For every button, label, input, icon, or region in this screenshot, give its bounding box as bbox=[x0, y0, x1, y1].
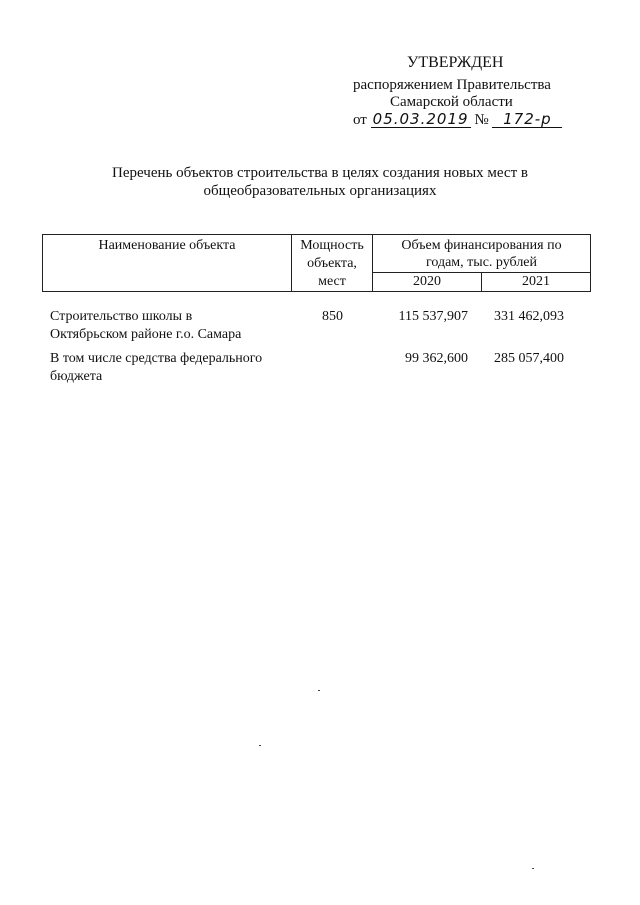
approval-line-2: Самарской области bbox=[390, 94, 513, 110]
header-year-2021: 2021 bbox=[482, 272, 591, 291]
number-prefix: № bbox=[474, 112, 489, 128]
table-header bbox=[42, 234, 591, 292]
row-name-line-2: бюджета bbox=[50, 369, 103, 384]
row-capacity: 850 bbox=[322, 309, 343, 324]
header-year-2020: 2020 bbox=[373, 272, 482, 291]
header-name bbox=[43, 235, 292, 292]
header-financing-line-2: годам, тыс. рублей bbox=[425, 255, 538, 270]
header-financing-line-1: Объем финансирования по bbox=[401, 238, 562, 253]
row-name-line-1: В том числе средства федерального bbox=[50, 351, 263, 366]
approval-date-number bbox=[353, 111, 562, 129]
approval-title: УТВЕРЖДЕН bbox=[407, 54, 504, 71]
handwritten-date: 05.03.2019 bbox=[371, 111, 471, 128]
header-financing bbox=[373, 235, 591, 273]
row-name bbox=[50, 350, 300, 386]
header-capacity-line-1: Мощность bbox=[300, 238, 364, 253]
handwritten-number: 172-р bbox=[492, 111, 562, 128]
approval-line-1: распоряжением Правительства bbox=[353, 77, 551, 93]
scan-speck bbox=[532, 868, 534, 869]
scan-speck bbox=[318, 690, 320, 691]
scan-speck bbox=[259, 745, 261, 746]
document-title bbox=[70, 164, 570, 200]
header-capacity-line-3: мест bbox=[318, 274, 346, 289]
row-name-line-1: Строительство школы в bbox=[50, 309, 193, 324]
header-capacity-line-2: объекта, bbox=[307, 256, 357, 271]
document-title-line-2: общеобразовательных организациях bbox=[203, 183, 437, 199]
row-value-2021: 331 462,093 bbox=[494, 309, 564, 324]
header-capacity bbox=[292, 235, 373, 292]
row-value-2021: 285 057,400 bbox=[494, 351, 564, 366]
row-value-2020: 99 362,600 bbox=[405, 351, 468, 366]
date-prefix: от bbox=[353, 112, 367, 128]
document-title-line-1: Перечень объектов строительства в целях создания новых мест в bbox=[112, 165, 528, 181]
row-name-line-2: Октябрьском районе г.о. Самара bbox=[50, 327, 242, 342]
header-name-label: Наименование объекта bbox=[98, 238, 236, 253]
row-name bbox=[50, 308, 300, 344]
row-value-2020: 115 537,907 bbox=[398, 309, 468, 324]
